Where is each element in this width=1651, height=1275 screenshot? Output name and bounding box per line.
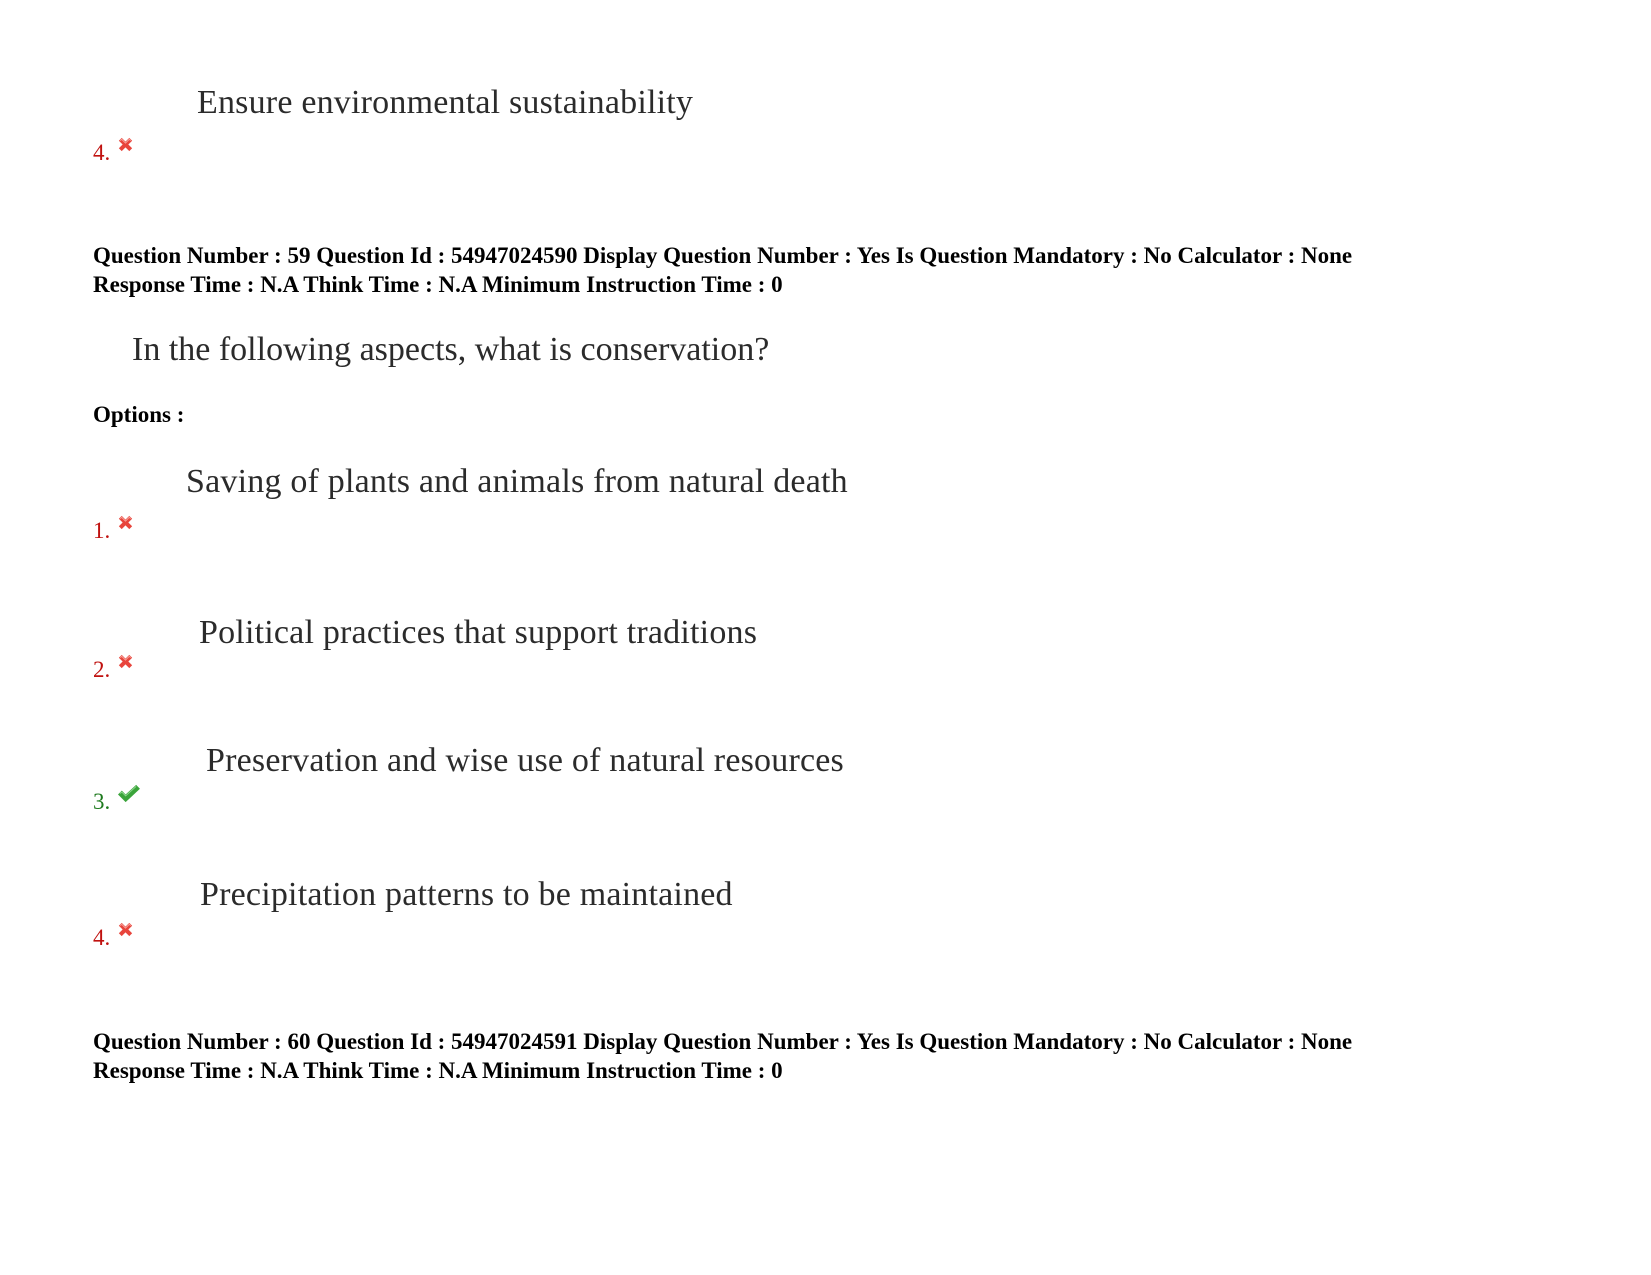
option-2-number: 2. bbox=[93, 657, 111, 682]
question-60-meta bbox=[93, 1027, 1352, 1085]
cross-icon bbox=[116, 134, 135, 160]
option-1-text: Saving of plants and animals from natural death bbox=[186, 463, 848, 500]
check-icon bbox=[116, 783, 141, 810]
cross-icon bbox=[116, 919, 135, 945]
prev-option-4[interactable] bbox=[93, 140, 135, 166]
cross-icon bbox=[116, 651, 135, 677]
option-2[interactable] bbox=[93, 657, 135, 683]
prev-option-4-text: Ensure environmental sustainability bbox=[197, 84, 694, 121]
option-1[interactable] bbox=[93, 518, 135, 544]
question-59-text: In the following aspects, what is conservation? bbox=[132, 331, 770, 368]
question-59-meta-line2: Response Time : N.A Think Time : N.A Minimum Instruction Time : 0 bbox=[93, 272, 783, 297]
option-2-text: Political practices that support traditions bbox=[199, 614, 758, 651]
prev-option-4-number: 4. bbox=[93, 140, 111, 165]
cross-icon bbox=[116, 512, 135, 538]
option-1-number: 1. bbox=[93, 518, 111, 543]
question-59-meta bbox=[93, 241, 1352, 299]
option-3-text: Preservation and wise use of natural resources bbox=[206, 742, 844, 779]
question-59-meta-line1: Question Number : 59 Question Id : 54947024590 Display Question Number : Yes Is Question Mandatory : No Calculator : None bbox=[93, 243, 1353, 268]
question-60-meta-line2: Response Time : N.A Think Time : N.A Minimum Instruction Time : 0 bbox=[93, 1058, 783, 1083]
option-4[interactable] bbox=[93, 925, 135, 951]
options-label: Options : bbox=[93, 402, 185, 427]
option-4-text: Precipitation patterns to be maintained bbox=[200, 876, 733, 913]
option-4-number: 4. bbox=[93, 925, 111, 950]
option-3[interactable] bbox=[93, 789, 141, 816]
question-60-meta-line1: Question Number : 60 Question Id : 54947024591 Display Question Number : Yes Is Question Mandatory : No Calculator : None bbox=[93, 1029, 1353, 1054]
option-3-number: 3. bbox=[93, 789, 111, 814]
